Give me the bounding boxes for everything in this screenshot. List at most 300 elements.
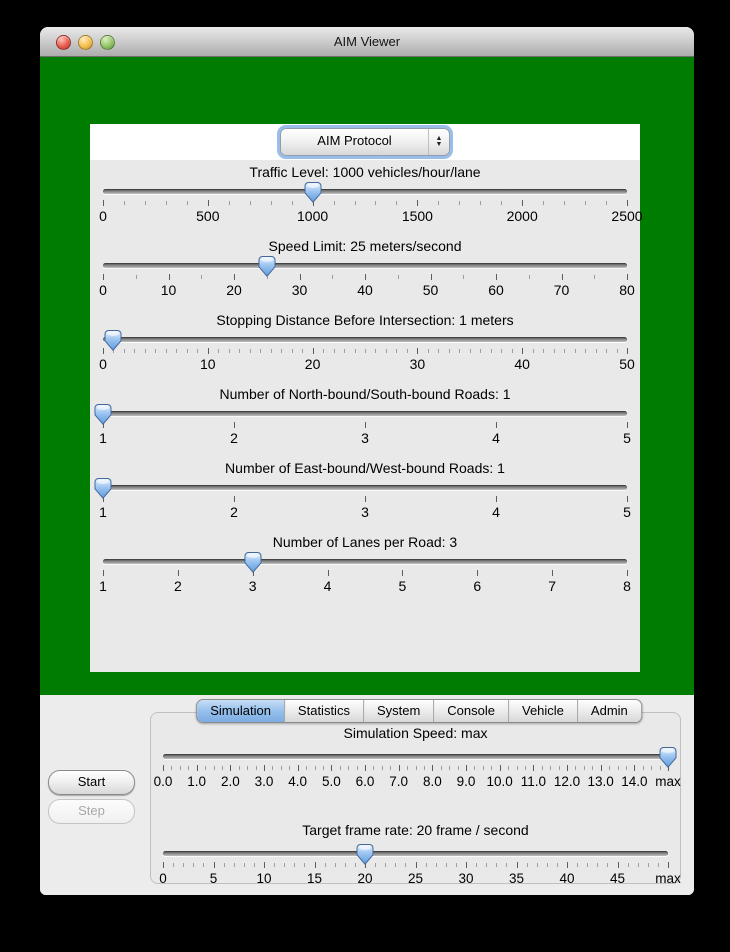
tick-mark [274,863,275,867]
tick-mark [365,496,366,502]
tick-mark [103,200,104,206]
tick-mark [601,765,602,771]
tick-mark [597,863,598,867]
tab-statistics[interactable]: Statistics [285,700,364,722]
tick-mark [501,201,502,205]
tick-mark [627,496,628,502]
tick-mark [512,349,513,353]
tick-mark [529,275,530,279]
tick-mark [355,201,356,205]
ew-roads-tick-labels [99,504,631,522]
tick-mark [373,766,374,770]
tick-mark [456,863,457,867]
tab-vehicle[interactable]: Vehicle [509,700,578,722]
tick-mark [260,349,261,353]
simulation-speed-tick-labels [153,774,681,792]
tick-mark [585,349,586,353]
tick-mark [438,201,439,205]
tick-mark [197,765,198,771]
tick-mark [500,765,501,771]
speed-limit-tick-label: 50 [422,282,439,298]
tick-mark [542,766,543,770]
tick-mark [567,765,568,771]
tick-mark [584,766,585,770]
tick-mark [193,863,194,867]
tick-mark [594,275,595,279]
tick-mark [375,201,376,205]
tick-mark [554,349,555,353]
tick-mark [289,766,290,770]
tick-mark [522,200,523,206]
tick-mark [375,349,376,353]
tick-mark [399,765,400,771]
control-panel [40,695,694,895]
simulation-speed-tick-label: 12.0 [553,774,581,789]
ew-roads-ticks [103,496,627,503]
frame-rate-ticks [163,862,668,869]
tick-mark [562,274,563,280]
tick-mark [264,862,265,868]
frame-rate-tick-label: 25 [407,871,424,886]
frame-rate-tick-label: 30 [458,871,474,886]
title-bar[interactable] [40,27,694,57]
slider-group-speed-limit [90,234,640,308]
simulation-speed-track[interactable] [163,754,668,759]
traffic-level-tick-label: 0 [99,208,107,224]
config-panel [90,124,643,672]
tick-mark [446,863,447,867]
speed-limit-track[interactable] [103,263,627,268]
ew-roads-tick-label: 2 [230,504,238,520]
tick-mark [617,349,618,353]
tick-mark [564,201,565,205]
ns-roads-tick-label: 4 [492,430,500,446]
tick-mark [496,863,497,867]
tick-mark [592,766,593,770]
tick-mark [250,201,251,205]
simulation-speed-tick-label: 9.0 [456,774,476,789]
app-window [40,27,694,895]
ns-roads-tick-labels [99,430,631,448]
tick-mark [396,349,397,353]
ns-roads-track[interactable] [103,411,627,416]
tick-mark [234,863,235,867]
tick-mark [491,349,492,353]
tick-mark [537,863,538,867]
simulation-speed-tick-label: 14.0 [621,774,648,789]
tick-mark [547,863,548,867]
traffic-level-label: Traffic Level: 1000 vehicles/hour/lane [249,164,481,180]
traffic-level-tick-label: 1500 [401,208,433,224]
tick-mark [382,766,383,770]
tick-mark [496,496,497,502]
tick-mark [416,766,417,770]
tick-mark [477,570,478,576]
tick-mark [323,349,324,353]
tick-mark [302,349,303,353]
tick-mark [396,201,397,205]
tick-mark [365,274,366,280]
tick-mark [564,349,565,353]
tick-mark [264,765,265,771]
speed-limit-tick-label: 30 [291,282,308,298]
frame-rate-tick-label: 35 [508,871,525,886]
stopping-distance-tick-label: 20 [304,356,321,372]
traffic-level-ticks [103,200,627,207]
tick-mark [169,274,170,280]
tick-mark [543,201,544,205]
frame-rate-tick-label: 40 [559,871,575,886]
tick-mark [292,201,293,205]
speed-limit-tick-label: 0 [99,282,107,298]
frame-rate-tick-label: 5 [209,871,218,886]
simulation-speed-tick-label: 3.0 [254,774,274,789]
frame-rate-label: Target frame rate: 20 frame / second [302,822,529,838]
tick-mark [438,349,439,353]
ns-roads-label: Number of North-bound/South-bound Roads: 1 [219,386,511,402]
tick-mark [136,275,137,279]
simulation-speed-tick-label: 6.0 [355,774,375,789]
ew-roads-thumb[interactable] [95,478,112,499]
tick-mark [449,349,450,353]
tick-mark [587,863,588,867]
ew-roads-slider[interactable] [99,479,631,525]
lanes-per-road-slider[interactable] [99,553,631,599]
tick-mark [486,863,487,867]
tick-mark [585,201,586,205]
tick-mark [386,349,387,353]
tick-mark [527,863,528,867]
tick-mark [187,349,188,353]
speed-limit-tick-labels [99,282,635,300]
tick-mark [506,863,507,867]
tick-mark [334,201,335,205]
simulation-canvas [40,57,694,695]
tick-mark [272,766,273,770]
tick-mark [180,766,181,770]
tick-mark [348,766,349,770]
tick-mark [300,274,301,280]
tick-mark [550,766,551,770]
traffic-level-tick-label: 1000 [297,208,329,224]
sliders-panel [90,160,643,672]
tick-mark [315,862,316,868]
window-title: AIM Viewer [333,34,401,49]
tick-mark [239,349,240,353]
tab-simulation[interactable]: Simulation [197,700,285,722]
speed-limit-tick-label: 60 [488,282,504,298]
tick-mark [103,348,104,354]
lanes-per-road-track[interactable] [103,559,627,564]
ns-roads-tick-label: 1 [99,430,107,446]
tick-mark [596,349,597,353]
tick-mark [323,766,324,770]
frame-rate-tick-label: 10 [256,871,272,886]
simulation-speed-tick-label: max [655,774,681,789]
tick-mark [618,862,619,868]
tab-admin[interactable]: Admin [578,700,641,722]
tick-mark [476,863,477,867]
stopping-distance-tick-label: 40 [514,356,530,372]
tick-mark [470,349,471,353]
tick-mark [229,201,230,205]
frame-rate-tick-label: 45 [609,871,626,886]
tick-mark [234,496,235,502]
tick-mark [508,766,509,770]
tick-mark [428,349,429,353]
ew-roads-track[interactable] [103,485,627,490]
stopping-distance-tick-label: 0 [99,356,107,372]
tick-mark [533,765,534,771]
slider-group-frame-rate [151,810,680,895]
tick-mark [466,765,467,771]
tick-mark [627,200,628,206]
tick-mark [609,766,610,770]
ns-roads-ticks [103,422,627,429]
tick-mark [281,349,282,353]
ns-roads-tick-label: 5 [623,430,631,446]
tick-mark [567,862,568,868]
slider-group-ew-roads [90,456,640,530]
simulation-speed-tick-label: 7.0 [389,774,409,789]
tick-mark [627,570,628,576]
tick-mark [517,862,518,868]
frame-rate-tick-label: max [655,871,681,886]
tick-mark [163,765,164,771]
slider-group-lanes-per-road [90,530,640,604]
tick-mark [627,348,628,354]
tick-mark [543,349,544,353]
speed-limit-slider[interactable] [99,257,635,303]
speed-limit-tick-label: 80 [619,282,635,298]
tick-mark [398,275,399,279]
lanes-per-road-tick-label: 2 [173,578,182,594]
frame-rate-thumb[interactable] [357,844,374,865]
start-button[interactable]: Start [48,770,135,795]
tick-mark [575,766,576,770]
tick-mark [405,863,406,867]
stopping-distance-tick-label: 30 [409,356,426,372]
protocol-dropdown-value: AIM Protocol [317,133,392,148]
tick-mark [155,349,156,353]
tick-mark [134,349,135,353]
simulation-speed-tick-label: 1.0 [187,774,207,789]
tick-mark [166,349,167,353]
tick-mark [334,349,335,353]
tick-mark [222,766,223,770]
simulation-speed-slider[interactable] [153,744,681,798]
tick-mark [395,863,396,867]
tick-mark [271,349,272,353]
tick-mark [491,766,492,770]
tick-mark [250,349,251,353]
simulation-tab-groupbox [150,712,681,884]
tab-system[interactable]: System [364,700,434,722]
lanes-per-road-tick-label: 4 [323,578,332,594]
tick-mark [306,766,307,770]
tick-mark [365,349,366,353]
tick-mark [459,201,460,205]
tick-mark [407,766,408,770]
tick-mark [344,349,345,353]
tick-mark [634,765,635,771]
tick-mark [103,570,104,576]
stopping-distance-slider[interactable] [99,331,635,377]
slider-group-ns-roads [90,382,640,456]
tick-mark [375,863,376,867]
lanes-per-road-thumb[interactable] [244,552,261,573]
ew-roads-tick-label: 3 [361,504,369,520]
tick-mark [606,201,607,205]
lanes-per-road-tick-label: 5 [398,578,407,594]
speed-limit-thumb[interactable] [258,256,275,277]
lanes-per-road-tick-label: 7 [548,578,557,594]
tick-mark [239,766,240,770]
simulation-speed-tick-label: 2.0 [220,774,240,789]
tick-mark [163,862,164,868]
tick-mark [480,201,481,205]
tick-mark [496,422,497,428]
tick-mark [271,201,272,205]
tick-mark [281,766,282,770]
config-sliders [90,160,643,604]
tick-mark [424,766,425,770]
stopping-distance-thumb[interactable] [105,330,122,351]
tick-mark [417,348,418,354]
tick-mark [214,862,215,868]
simulation-speed-ticks [163,765,668,772]
tick-mark [618,766,619,770]
ns-roads-slider[interactable] [99,405,631,451]
frame-rate-tick-label: 20 [357,871,373,886]
simulation-speed-tick-label: 4.0 [288,774,308,789]
simulation-speed-tick-label: 13.0 [587,774,614,789]
lanes-per-road-label: Number of Lanes per Road: 3 [272,534,458,550]
tick-mark [304,863,305,867]
chevron-up-down-icon: ▲ ▼ [428,129,449,155]
traffic-level-tick-label: 500 [196,208,220,224]
lanes-per-road-tick-label: 3 [248,578,257,594]
stopping-distance-track[interactable] [103,337,627,342]
simulation-speed-tick-label: 11.0 [520,774,546,789]
tick-mark [390,766,391,770]
ew-roads-label: Number of East-bound/West-bound Roads: 1 [225,460,505,476]
tick-mark [668,862,669,868]
frame-rate-track[interactable] [163,851,668,856]
tick-mark [284,863,285,867]
tick-mark [173,863,174,867]
tick-mark [124,349,125,353]
simulation-speed-tick-label: 8.0 [422,774,442,789]
traffic-level-track[interactable] [103,189,627,194]
minimize-button[interactable] [78,35,93,50]
tick-mark [559,766,560,770]
speed-limit-tick-label: 70 [553,282,570,298]
ew-roads-tick-label: 1 [99,504,107,520]
tick-mark [577,863,578,867]
traffic-level-tick-label: 2500 [611,208,643,224]
traffic-level-slider[interactable] [99,183,643,229]
window-controls [56,35,115,50]
tick-mark [449,766,450,770]
tick-mark [335,863,336,867]
tick-mark [407,349,408,353]
ew-roads-tick-label: 5 [623,504,631,520]
tick-mark [606,349,607,353]
tick-mark [638,863,639,867]
traffic-level-tick-label: 2000 [506,208,538,224]
tab-console[interactable]: Console [434,700,509,722]
tick-mark [187,201,188,205]
tick-mark [463,275,464,279]
tick-mark [183,863,184,867]
speed-limit-tick-label: 20 [226,282,242,298]
tick-mark [459,349,460,353]
ns-roads-thumb[interactable] [95,404,112,425]
tick-mark [234,422,235,428]
close-button[interactable] [56,35,71,50]
protocol-dropdown[interactable] [280,128,450,156]
simulation-speed-tick-label: 5.0 [321,774,341,789]
tick-mark [208,348,209,354]
tick-mark [145,349,146,353]
tick-mark [648,863,649,867]
tick-mark [214,766,215,770]
tick-mark [651,766,652,770]
tick-mark [501,349,502,353]
tick-mark [458,766,459,770]
frame-rate-slider[interactable] [159,841,681,895]
tick-mark [208,200,209,206]
tick-mark [234,274,235,280]
tick-mark [203,863,204,867]
lanes-per-road-tick-labels [99,578,631,596]
tick-mark [178,570,179,576]
simulation-speed-tick-label: 10.0 [486,774,513,789]
tick-mark [357,766,358,770]
stopping-distance-label: Stopping Distance Before Intersection: 1 meters [216,312,514,328]
tick-mark [331,765,332,771]
tick-mark [365,422,366,428]
simulation-speed-thumb[interactable] [660,747,677,768]
tick-mark [188,766,189,770]
tick-mark [224,863,225,867]
tick-mark [575,349,576,353]
ns-roads-tick-label: 3 [361,430,369,446]
zoom-button[interactable] [100,35,115,50]
tick-mark [496,274,497,280]
slider-group-traffic-level [90,160,643,234]
tick-mark [552,570,553,576]
simulation-speed-tick-label: 0.0 [153,774,173,789]
traffic-level-thumb[interactable] [304,182,321,203]
tick-mark [441,766,442,770]
tick-mark [313,348,314,354]
tick-mark [628,863,629,867]
tick-mark [197,349,198,353]
speed-limit-label: Speed Limit: 25 meters/second [268,238,462,254]
tick-mark [436,863,437,867]
tick-mark [483,766,484,770]
tick-mark [402,570,403,576]
tick-mark [332,275,333,279]
speed-limit-ticks [103,274,627,281]
tick-mark [480,349,481,353]
tick-mark [294,863,295,867]
stopping-distance-tick-label: 10 [200,356,216,372]
tick-mark [627,274,628,280]
tick-mark [466,862,467,868]
